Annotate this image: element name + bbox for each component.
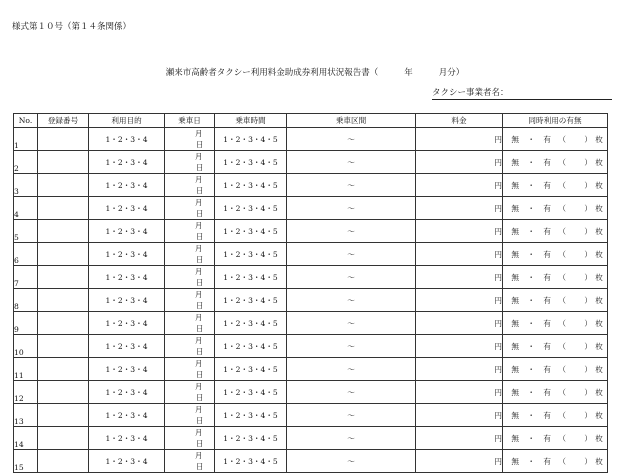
some-option: 有 xyxy=(543,410,551,420)
paren-close: ） xyxy=(584,226,592,236)
simultaneous-use-cell[interactable] xyxy=(503,289,608,312)
paren-open: （ xyxy=(558,249,566,259)
month-label: 月 xyxy=(194,175,203,184)
fare-cell[interactable]: 円 xyxy=(416,174,503,197)
simultaneous-use-cell[interactable] xyxy=(503,128,608,151)
month-label: 月 xyxy=(194,451,203,460)
paren-open: （ xyxy=(558,157,566,167)
paren-close: ） xyxy=(584,433,592,443)
purpose-options[interactable]: 1・2・3・4 xyxy=(89,335,165,358)
month-label: 月 xyxy=(194,359,203,368)
paren-close: ） xyxy=(584,295,592,305)
day-label: 日 xyxy=(195,186,204,195)
none-option: 無 xyxy=(511,387,519,397)
registration-number-cell[interactable] xyxy=(38,427,89,450)
day-label: 日 xyxy=(195,416,204,425)
some-option: 有 xyxy=(543,226,551,236)
row-number: 10 xyxy=(14,335,38,358)
paren-open: （ xyxy=(558,456,566,466)
day-label: 日 xyxy=(195,439,204,448)
none-option: 無 xyxy=(511,364,519,374)
header-purpose: 利用目的 xyxy=(89,114,165,128)
some-option: 有 xyxy=(543,249,551,259)
table-row xyxy=(14,128,608,151)
separator-dot: ・ xyxy=(527,410,535,420)
row-number: 15 xyxy=(14,450,38,473)
paren-open: （ xyxy=(558,226,566,236)
route-cell[interactable]: ～ xyxy=(287,312,416,335)
some-option: 有 xyxy=(543,456,551,466)
day-label: 日 xyxy=(195,462,204,471)
fare-cell[interactable]: 円 xyxy=(416,289,503,312)
fare-cell[interactable]: 円 xyxy=(416,358,503,381)
ride-date-cell[interactable] xyxy=(165,220,215,243)
count-unit: 枚 xyxy=(595,226,603,236)
registration-number-cell[interactable] xyxy=(38,335,89,358)
table-row xyxy=(14,358,608,381)
month-label: 月 xyxy=(194,313,203,322)
simultaneous-use-cell[interactable] xyxy=(503,404,608,427)
table-row xyxy=(14,381,608,404)
fare-cell[interactable]: 円 xyxy=(416,312,503,335)
day-label: 日 xyxy=(195,232,204,241)
row-number: 14 xyxy=(14,427,38,450)
count-unit: 枚 xyxy=(595,433,603,443)
registration-number-cell[interactable] xyxy=(38,312,89,335)
ride-time-options[interactable]: 1・2・3・4・5 xyxy=(215,381,287,404)
table-row xyxy=(14,243,608,266)
day-label: 日 xyxy=(195,370,204,379)
some-option: 有 xyxy=(543,180,551,190)
route-cell[interactable]: ～ xyxy=(287,197,416,220)
some-option: 有 xyxy=(543,272,551,282)
purpose-options[interactable]: 1・2・3・4 xyxy=(89,289,165,312)
row-number: 11 xyxy=(14,358,38,381)
separator-dot: ・ xyxy=(527,157,535,167)
none-option: 無 xyxy=(511,157,519,167)
paren-open: （ xyxy=(558,364,566,374)
header-simultaneous-use: 同時利用の有無 xyxy=(503,114,608,128)
purpose-options[interactable]: 1・2・3・4 xyxy=(89,243,165,266)
table-row xyxy=(14,220,608,243)
header-registration-number: 登録番号 xyxy=(38,114,89,128)
route-cell[interactable]: ～ xyxy=(287,404,416,427)
ride-time-options[interactable]: 1・2・3・4・5 xyxy=(215,335,287,358)
route-cell[interactable]: ～ xyxy=(287,358,416,381)
count-unit: 枚 xyxy=(595,272,603,282)
row-number: 4 xyxy=(14,197,38,220)
registration-number-cell[interactable] xyxy=(38,381,89,404)
table-row xyxy=(14,450,608,473)
title-text: 瀬来市高齢者タクシー利用料金助成券利用状況報告書（ xyxy=(165,68,379,78)
separator-dot: ・ xyxy=(527,203,535,213)
purpose-options[interactable]: 1・2・3・4 xyxy=(89,312,165,335)
header-fare: 料金 xyxy=(416,114,503,128)
ride-date-cell[interactable] xyxy=(165,174,215,197)
paren-close: ） xyxy=(584,203,592,213)
day-label: 日 xyxy=(195,301,204,310)
month-label: 月 xyxy=(194,198,203,207)
count-unit: 枚 xyxy=(595,318,603,328)
day-label: 日 xyxy=(195,278,204,287)
ride-time-options[interactable]: 1・2・3・4・5 xyxy=(215,243,287,266)
ride-date-cell[interactable] xyxy=(165,151,215,174)
paren-open: （ xyxy=(558,203,566,213)
ride-time-options[interactable]: 1・2・3・4・5 xyxy=(215,220,287,243)
month-label: 月 xyxy=(194,244,203,253)
title-month: 月分） xyxy=(438,68,465,78)
separator-dot: ・ xyxy=(527,272,535,282)
title-year: 年 xyxy=(404,68,413,78)
some-option: 有 xyxy=(543,295,551,305)
route-cell[interactable]: ～ xyxy=(287,289,416,312)
fare-cell[interactable]: 円 xyxy=(416,335,503,358)
month-label: 月 xyxy=(194,336,203,345)
paren-open: （ xyxy=(558,272,566,282)
header-route: 乗車区間 xyxy=(287,114,416,128)
count-unit: 枚 xyxy=(595,203,603,213)
route-cell[interactable]: ～ xyxy=(287,174,416,197)
simultaneous-use-cell[interactable] xyxy=(503,197,608,220)
day-label: 日 xyxy=(195,255,204,264)
count-unit: 枚 xyxy=(595,341,603,351)
ride-date-cell[interactable] xyxy=(165,266,215,289)
paren-close: ） xyxy=(584,249,592,259)
row-number: 9 xyxy=(14,312,38,335)
ride-date-cell[interactable] xyxy=(165,243,215,266)
table-row xyxy=(14,312,608,335)
registration-number-cell[interactable] xyxy=(38,151,89,174)
some-option: 有 xyxy=(543,134,551,144)
paren-open: （ xyxy=(558,387,566,397)
month-label: 月 xyxy=(194,267,203,276)
count-unit: 枚 xyxy=(595,387,603,397)
fare-cell[interactable]: 円 xyxy=(416,381,503,404)
fare-cell[interactable]: 円 xyxy=(416,151,503,174)
month-label: 月 xyxy=(194,290,203,299)
simultaneous-use-cell[interactable] xyxy=(503,312,608,335)
ride-date-cell[interactable] xyxy=(165,128,215,151)
route-cell[interactable]: ～ xyxy=(287,220,416,243)
paren-close: ） xyxy=(584,456,592,466)
none-option: 無 xyxy=(511,318,519,328)
separator-dot: ・ xyxy=(527,226,535,236)
simultaneous-use-cell[interactable] xyxy=(503,220,608,243)
paren-open: （ xyxy=(558,134,566,144)
day-label: 日 xyxy=(195,347,204,356)
fare-cell[interactable]: 円 xyxy=(416,220,503,243)
paren-open: （ xyxy=(558,318,566,328)
day-label: 日 xyxy=(195,140,204,149)
simultaneous-use-cell[interactable] xyxy=(503,266,608,289)
ride-date-cell[interactable] xyxy=(165,450,215,473)
month-label: 月 xyxy=(194,428,203,437)
some-option: 有 xyxy=(543,318,551,328)
table-row xyxy=(14,427,608,450)
count-unit: 枚 xyxy=(595,456,603,466)
fare-cell[interactable]: 円 xyxy=(416,404,503,427)
ride-date-cell[interactable] xyxy=(165,289,215,312)
fare-cell[interactable]: 円 xyxy=(416,266,503,289)
paren-close: ） xyxy=(584,387,592,397)
month-label: 月 xyxy=(194,405,203,414)
paren-close: ） xyxy=(584,341,592,351)
header-ride-date: 乗車日 xyxy=(165,114,215,128)
ride-time-options[interactable]: 1・2・3・4・5 xyxy=(215,266,287,289)
ride-date-cell[interactable] xyxy=(165,427,215,450)
purpose-options[interactable]: 1・2・3・4 xyxy=(89,404,165,427)
registration-number-cell[interactable] xyxy=(38,289,89,312)
ride-time-options[interactable]: 1・2・3・4・5 xyxy=(215,289,287,312)
paren-open: （ xyxy=(558,295,566,305)
ride-date-cell[interactable] xyxy=(165,335,215,358)
usage-table xyxy=(13,113,608,473)
count-unit: 枚 xyxy=(595,364,603,374)
registration-number-cell[interactable] xyxy=(38,174,89,197)
header-row xyxy=(14,114,608,128)
form-number: 様式第１０号（第１４条関係） xyxy=(12,22,132,32)
separator-dot: ・ xyxy=(527,456,535,466)
none-option: 無 xyxy=(511,249,519,259)
count-unit: 枚 xyxy=(595,249,603,259)
purpose-options[interactable]: 1・2・3・4 xyxy=(89,174,165,197)
row-number: 1 xyxy=(14,128,38,151)
registration-number-cell[interactable] xyxy=(38,197,89,220)
ride-date-cell[interactable] xyxy=(165,197,215,220)
ride-date-cell[interactable] xyxy=(165,312,215,335)
none-option: 無 xyxy=(511,134,519,144)
route-cell[interactable]: ～ xyxy=(287,151,416,174)
ride-time-options[interactable]: 1・2・3・4・5 xyxy=(215,427,287,450)
route-cell[interactable]: ～ xyxy=(287,266,416,289)
month-label: 月 xyxy=(194,152,203,161)
registration-number-cell[interactable] xyxy=(38,358,89,381)
separator-dot: ・ xyxy=(527,387,535,397)
purpose-options[interactable]: 1・2・3・4 xyxy=(89,427,165,450)
paren-open: （ xyxy=(558,341,566,351)
month-label: 月 xyxy=(194,129,203,138)
route-cell[interactable]: ～ xyxy=(287,335,416,358)
table-row xyxy=(14,174,608,197)
row-number: 3 xyxy=(14,174,38,197)
none-option: 無 xyxy=(511,341,519,351)
simultaneous-use-cell[interactable] xyxy=(503,151,608,174)
table-row xyxy=(14,151,608,174)
operator-name-field[interactable] xyxy=(432,86,612,100)
fare-cell[interactable]: 円 xyxy=(416,197,503,220)
table-row xyxy=(14,289,608,312)
ride-time-options[interactable]: 1・2・3・4・5 xyxy=(215,151,287,174)
simultaneous-use-cell[interactable] xyxy=(503,427,608,450)
header-ride-time: 乗車時間 xyxy=(215,114,287,128)
paren-close: ） xyxy=(584,134,592,144)
day-label: 日 xyxy=(195,209,204,218)
purpose-options[interactable]: 1・2・3・4 xyxy=(89,197,165,220)
registration-number-cell[interactable] xyxy=(38,220,89,243)
none-option: 無 xyxy=(511,226,519,236)
purpose-options[interactable]: 1・2・3・4 xyxy=(89,450,165,473)
simultaneous-use-cell[interactable] xyxy=(503,243,608,266)
separator-dot: ・ xyxy=(527,134,535,144)
simultaneous-use-cell[interactable] xyxy=(503,174,608,197)
paren-close: ） xyxy=(584,272,592,282)
none-option: 無 xyxy=(511,456,519,466)
simultaneous-use-cell[interactable] xyxy=(503,358,608,381)
simultaneous-use-cell[interactable] xyxy=(503,381,608,404)
count-unit: 枚 xyxy=(595,295,603,305)
paren-close: ） xyxy=(584,180,592,190)
row-number: 12 xyxy=(14,381,38,404)
ride-time-options[interactable]: 1・2・3・4・5 xyxy=(215,358,287,381)
none-option: 無 xyxy=(511,272,519,282)
none-option: 無 xyxy=(511,180,519,190)
route-cell[interactable]: ～ xyxy=(287,128,416,151)
separator-dot: ・ xyxy=(527,341,535,351)
row-number: 7 xyxy=(14,266,38,289)
purpose-options[interactable]: 1・2・3・4 xyxy=(89,358,165,381)
row-number: 8 xyxy=(14,289,38,312)
separator-dot: ・ xyxy=(527,295,535,305)
route-cell[interactable]: ～ xyxy=(287,427,416,450)
simultaneous-use-cell[interactable] xyxy=(503,450,608,473)
paren-open: （ xyxy=(558,180,566,190)
month-label: 月 xyxy=(194,382,203,391)
table-row xyxy=(14,266,608,289)
count-unit: 枚 xyxy=(595,180,603,190)
purpose-options[interactable]: 1・2・3・4 xyxy=(89,151,165,174)
row-number: 13 xyxy=(14,404,38,427)
table-row xyxy=(14,335,608,358)
purpose-options[interactable]: 1・2・3・4 xyxy=(89,128,165,151)
operator-label: タクシー事業者名： xyxy=(432,88,509,98)
registration-number-cell[interactable] xyxy=(38,128,89,151)
none-option: 無 xyxy=(511,295,519,305)
day-label: 日 xyxy=(195,324,204,333)
purpose-options[interactable]: 1・2・3・4 xyxy=(89,381,165,404)
fare-cell[interactable]: 円 xyxy=(416,243,503,266)
purpose-options[interactable]: 1・2・3・4 xyxy=(89,266,165,289)
none-option: 無 xyxy=(511,433,519,443)
registration-number-cell[interactable] xyxy=(38,266,89,289)
ride-date-cell[interactable] xyxy=(165,358,215,381)
some-option: 有 xyxy=(543,433,551,443)
paren-close: ） xyxy=(584,364,592,374)
ride-time-options[interactable]: 1・2・3・4・5 xyxy=(215,312,287,335)
simultaneous-use-cell[interactable] xyxy=(503,335,608,358)
report-title xyxy=(0,66,630,78)
separator-dot: ・ xyxy=(527,318,535,328)
count-unit: 枚 xyxy=(595,157,603,167)
ride-date-cell[interactable] xyxy=(165,404,215,427)
day-label: 日 xyxy=(195,163,204,172)
paren-close: ） xyxy=(584,410,592,420)
row-number: 5 xyxy=(14,220,38,243)
fare-cell[interactable]: 円 xyxy=(416,128,503,151)
row-number: 2 xyxy=(14,151,38,174)
ride-time-options[interactable]: 1・2・3・4・5 xyxy=(215,128,287,151)
route-cell[interactable]: ～ xyxy=(287,381,416,404)
route-cell[interactable]: ～ xyxy=(287,450,416,473)
some-option: 有 xyxy=(543,364,551,374)
separator-dot: ・ xyxy=(527,433,535,443)
none-option: 無 xyxy=(511,203,519,213)
fare-cell[interactable]: 円 xyxy=(416,427,503,450)
ride-time-options[interactable]: 1・2・3・4・5 xyxy=(215,404,287,427)
separator-dot: ・ xyxy=(527,249,535,259)
some-option: 有 xyxy=(543,341,551,351)
row-number: 6 xyxy=(14,243,38,266)
day-label: 日 xyxy=(195,393,204,402)
paren-open: （ xyxy=(558,433,566,443)
purpose-options[interactable]: 1・2・3・4 xyxy=(89,220,165,243)
count-unit: 枚 xyxy=(595,134,603,144)
route-cell[interactable]: ～ xyxy=(287,243,416,266)
some-option: 有 xyxy=(543,203,551,213)
some-option: 有 xyxy=(543,157,551,167)
paren-close: ） xyxy=(584,157,592,167)
paren-open: （ xyxy=(558,410,566,420)
registration-number-cell[interactable] xyxy=(38,243,89,266)
separator-dot: ・ xyxy=(527,180,535,190)
count-unit: 枚 xyxy=(595,410,603,420)
month-label: 月 xyxy=(194,221,203,230)
table-row xyxy=(14,404,608,427)
ride-time-options[interactable]: 1・2・3・4・5 xyxy=(215,174,287,197)
registration-number-cell[interactable] xyxy=(38,404,89,427)
separator-dot: ・ xyxy=(527,364,535,374)
fare-cell[interactable]: 円 xyxy=(416,450,503,473)
some-option: 有 xyxy=(543,387,551,397)
registration-number-cell[interactable] xyxy=(38,450,89,473)
ride-date-cell[interactable] xyxy=(165,381,215,404)
paren-close: ） xyxy=(584,318,592,328)
header-no: No. xyxy=(14,114,38,128)
none-option: 無 xyxy=(511,410,519,420)
ride-time-options[interactable]: 1・2・3・4・5 xyxy=(215,197,287,220)
table-row xyxy=(14,197,608,220)
ride-time-options[interactable]: 1・2・3・4・5 xyxy=(215,450,287,473)
